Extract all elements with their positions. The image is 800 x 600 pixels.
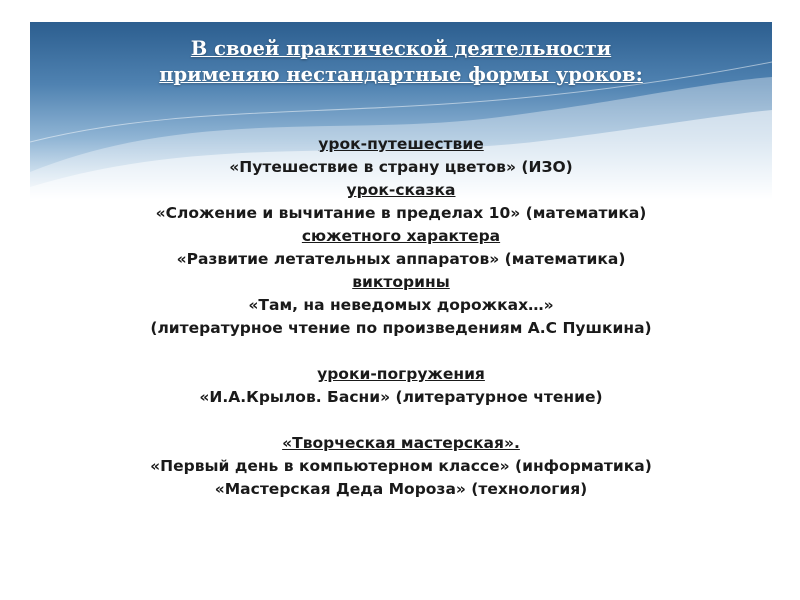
lesson-item: «Сложение и вычитание в пределах 10» (математика) [155, 204, 647, 222]
lesson-item: «Развитие летательных аппаратов» (математика) [176, 250, 626, 268]
blank-line [30, 340, 772, 363]
lesson-type-heading: урок-сказка [346, 181, 456, 199]
lesson-type-heading: урок-путешествие [318, 135, 484, 153]
lesson-type-heading: викторины [352, 273, 450, 291]
lesson-type-heading: «Творческая мастерская». [282, 434, 520, 452]
lesson-list [30, 133, 772, 501]
title-line-2: применяю нестандартные формы уроков: [159, 63, 643, 86]
lesson-item: «Первый день в компьютерном классе» (информатика) [150, 457, 652, 475]
lesson-item: (литературное чтение по произведениям А.С Пушкина) [150, 319, 652, 337]
blank-line [30, 409, 772, 432]
slide-title [30, 36, 772, 88]
lesson-item: «Мастерская Деда Мороза» (технология) [214, 480, 588, 498]
title-line-1: В своей практической деятельности [190, 37, 612, 60]
lesson-item: «И.А.Крылов. Басни» (литературное чтение) [199, 388, 603, 406]
lesson-item: «Там, на неведомых дорожках…» [248, 296, 554, 314]
lesson-item: «Путешествие в страну цветов» (ИЗО) [229, 158, 573, 176]
lesson-type-heading: сюжетного характера [301, 227, 501, 245]
lesson-type-heading: уроки-погружения [317, 365, 485, 383]
